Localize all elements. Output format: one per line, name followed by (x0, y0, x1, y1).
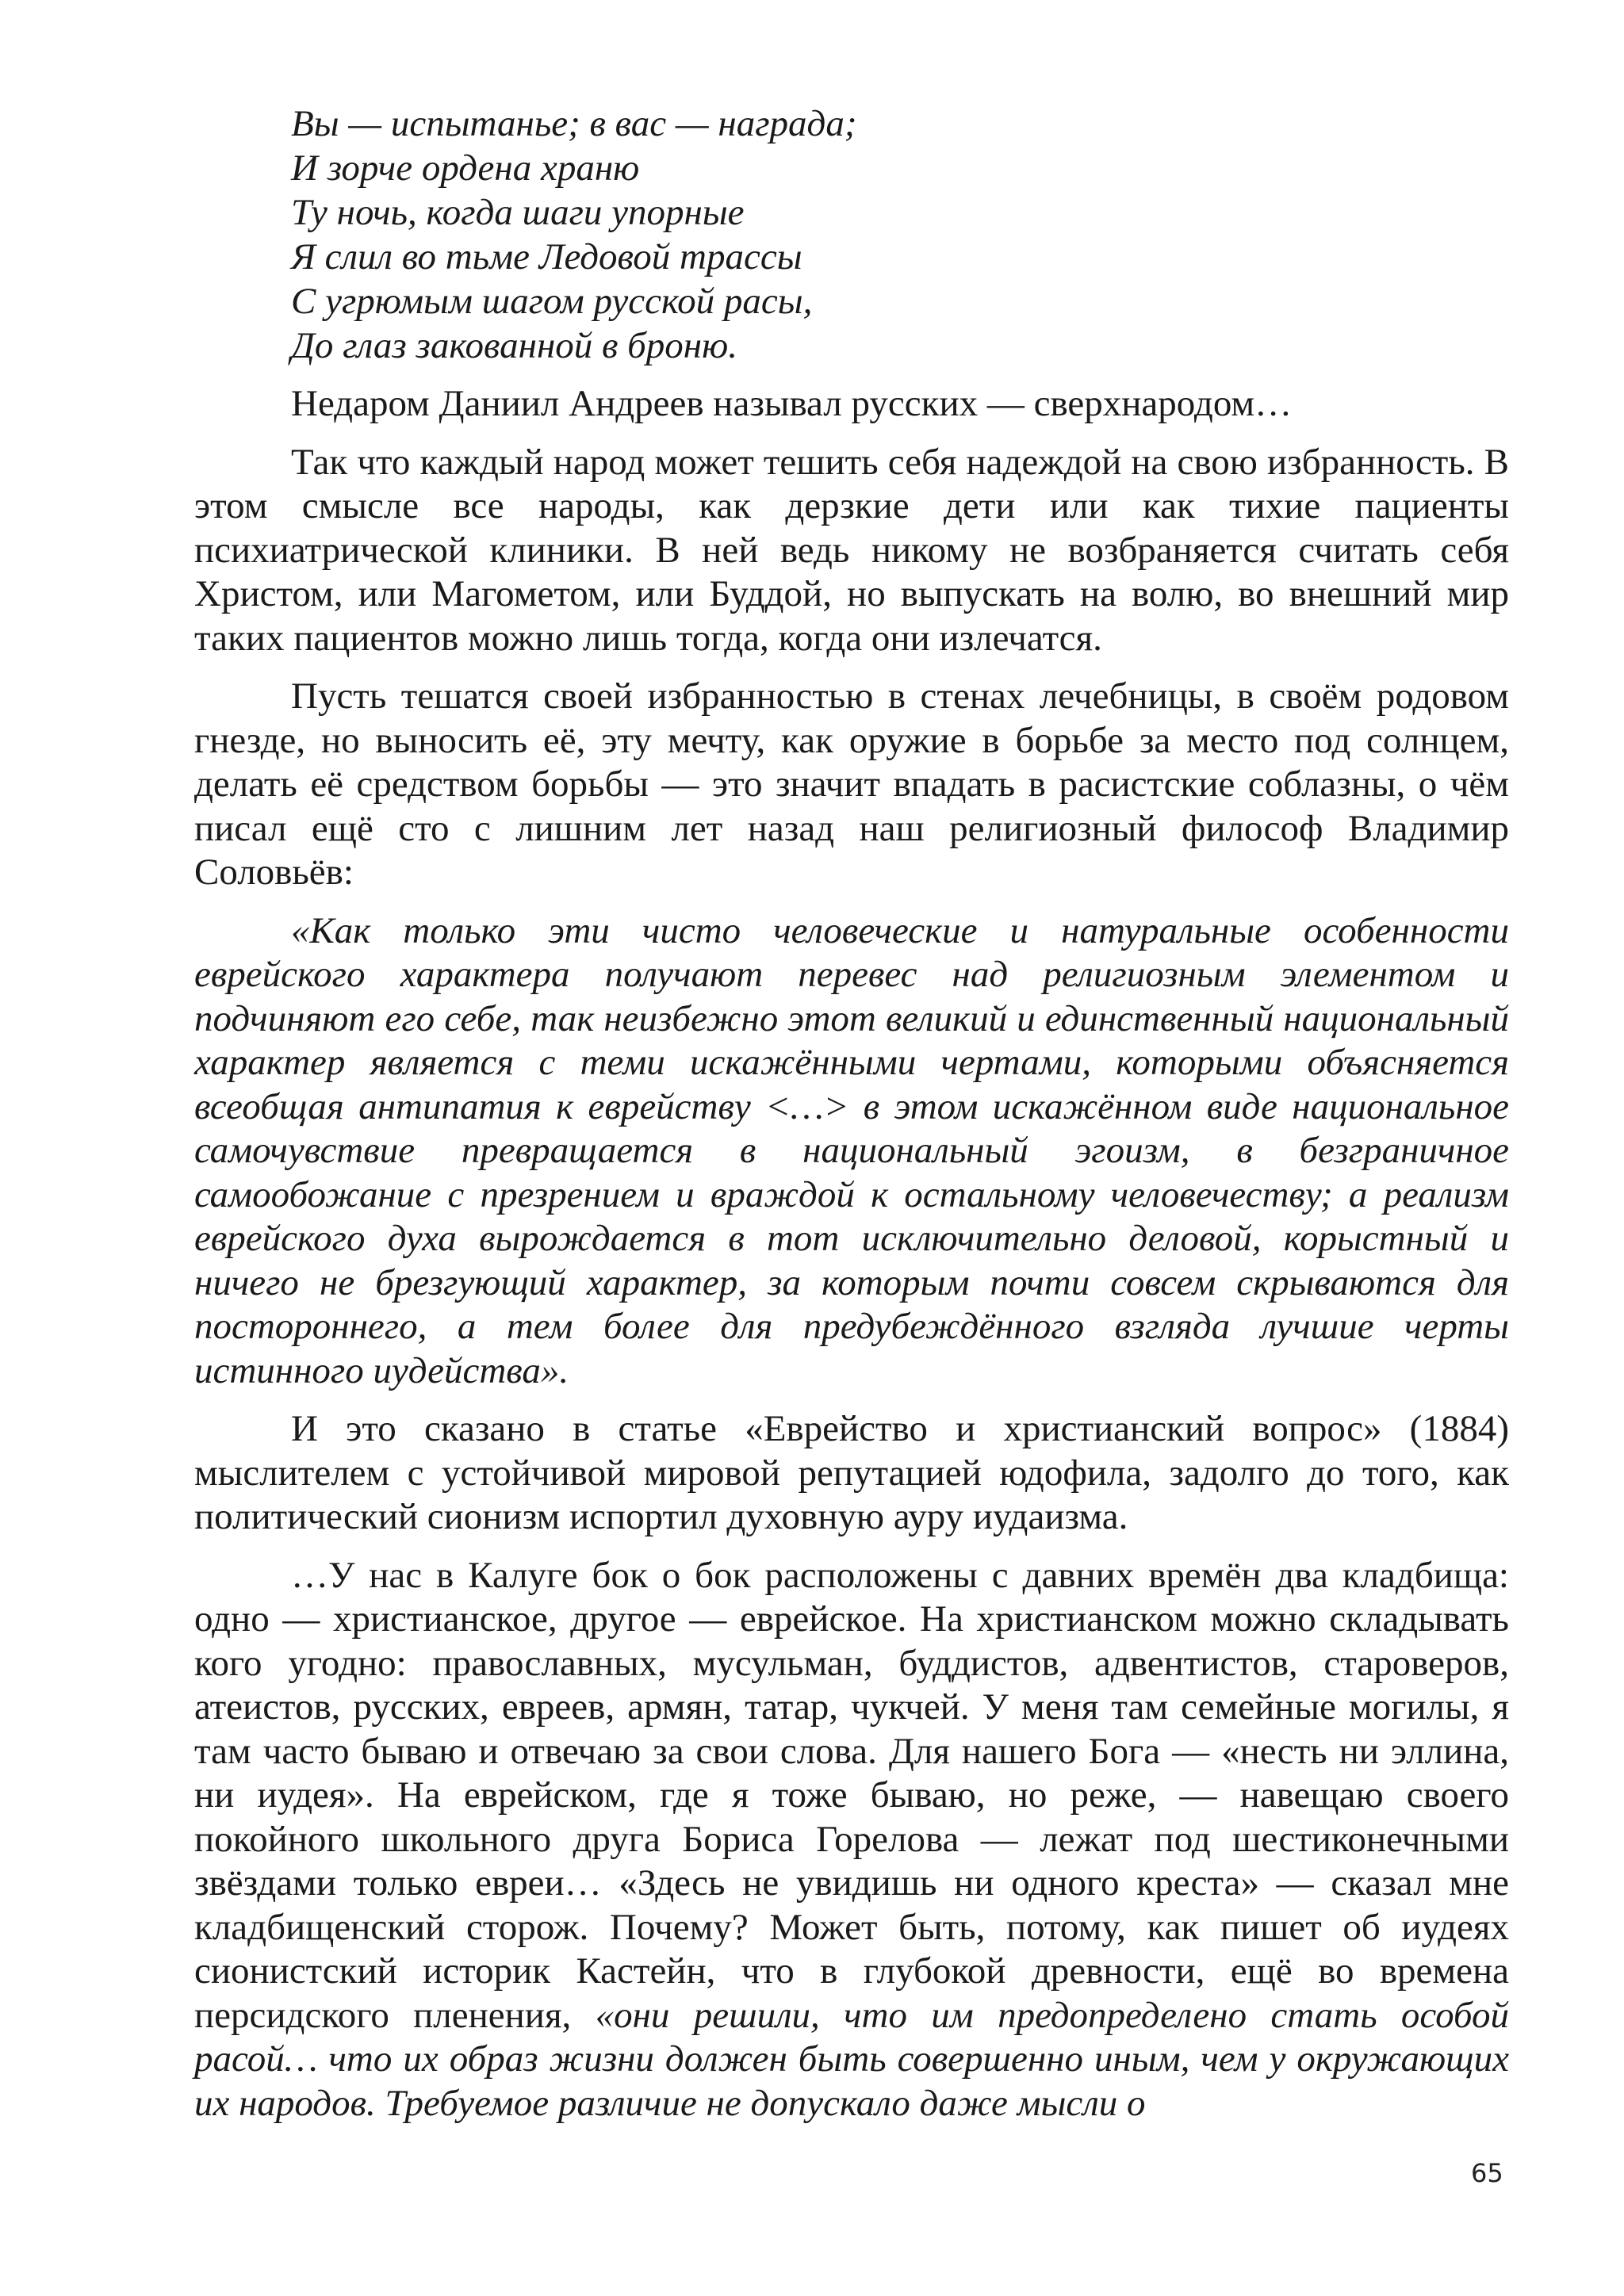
poem-line: Я слил во тьме Ледовой трассы (291, 236, 802, 277)
paragraph-chosenness: Так что каждый народ может тешить себя надеждой на свою избранность. В этом смысле все народы, как дерзкие дети или как тихие пациенты психиатрической клиники. В ней ведь никому не возбраняется считать себя Христом, или Магометом, или Буддой, но выпускать на волю, во внешний мир таких пациентов можно лишь тогда, когда они излечатся. (194, 441, 1509, 659)
paragraph-andreev: Недаром Даниил Андреев называл русских — сверхнародом… (291, 383, 1293, 424)
paragraph-kaluga-cemeteries (194, 1554, 1509, 2126)
poem-line: И зорче ордена храню (291, 147, 640, 189)
kastein-quote: «они решили, что им предопределено стать особой расой… что их образ жизни должен быть совершенно иным, чем у окружающих их народов. Требуемое различие не допускало даже мысли о (194, 1994, 1509, 2124)
poem-line: Ту ночь, когда шаги упорные (291, 192, 745, 233)
paragraph-article-reference: И это сказано в статье «Еврейство и христианский вопрос» (1884) мыслителем с устойчивой мировой репутацией юдофила, задолго до того, как политический сионизм испортил духовную ауру иудаизма. (194, 1408, 1509, 1537)
paragraph-text: …У нас в Калуге бок о бок расположены с давних времён два кладбища: одно — христианское, другое — еврейское. На христианском можно складывать кого угодно: православных, мусульман, буддистов, адвентистов, староверов, атеистов, русских, евреев, армян, татар, чукчей. У меня там семейные могилы, я там часто бываю и отвечаю за свои слова. Для нашего Бога — «несть ни эллина, ни иудея». На еврейском, где я тоже бываю, но реже, — навещаю своего покойного школьного друга Бориса Горелова — лежат под шестиконечными звёздами только евреи… «Здесь не увидишь ни одного креста» — сказал мне кладбищенский сторож. Почему? Может быть, потому, как пишет об иудеях сионистский историк Кастейн, что в глубокой древности, ещё во времена персидского пленения, (194, 1554, 1509, 2036)
poem-line: Вы — испытанье; в вас — награда; (291, 103, 857, 144)
poem-stanza (291, 101, 1509, 368)
poem-line: До глаз закованной в броню. (291, 325, 738, 366)
paragraph-solovyov-quote: «Как только эти чисто человеческие и натуральные особенности еврейского характера получают перевес над религиозным элементом и подчиняют его себе, так неизбежно этот великий и единственный национальный характер является с теми искажёнными чертами, которыми объясняется всеобщая антипатия к еврейству <…> в этом искажённом виде национальное самочувствие превращается в национальный эгоизм, в безграничное самообожание с презрением и враждой к остальному человечеству; а реализм еврейского духа вырождается в тот исключительно деловой, корыстный и ничего не брезгующий характер, за которым почти совсем скрываются для постороннего, а тем более для предубеждённого взгляда лучшие черты истинного иудейства». (194, 909, 1509, 1391)
document-page (194, 101, 1509, 2226)
paragraph-racist-temptations: Пусть тешатся своей избранностью в стенах лечебницы, в своём родовом гнезде, но выносить её, эту мечту, как оружие в борьбе за место под солнцем, делать её средством борьбы — это значит впадать в расистские соблазны, о чём писал ещё сто с лишним лет назад наш религиозный философ Владимир Соловьёв: (194, 675, 1509, 893)
page-number: 65 (1471, 2158, 1503, 2188)
poem-line: С угрюмым шагом русской расы, (291, 281, 813, 322)
